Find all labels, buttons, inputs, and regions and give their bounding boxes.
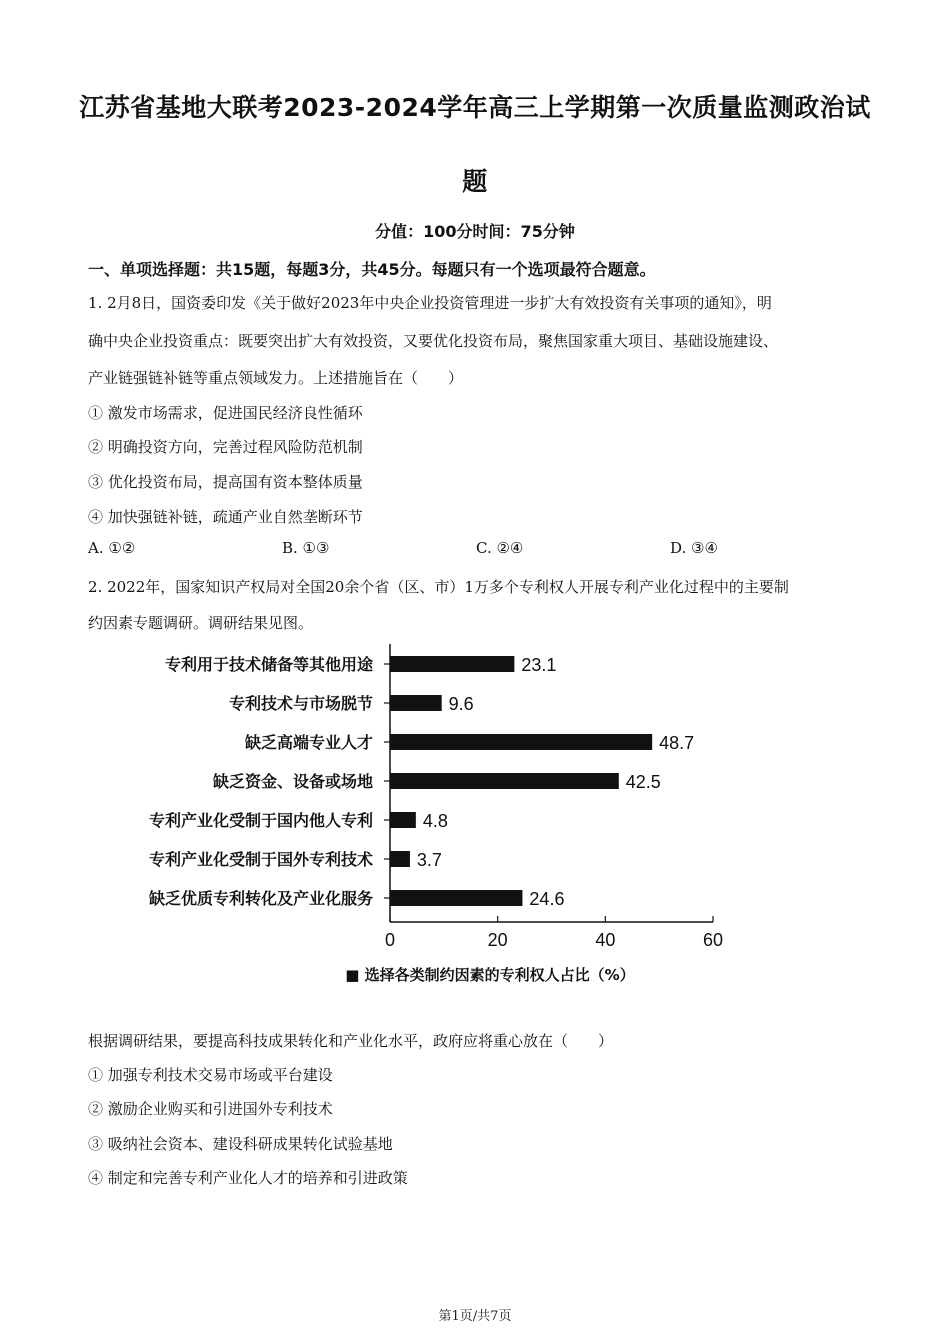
data-label: 42.5 [625, 772, 661, 792]
data-label: 4.8 [422, 811, 448, 831]
q1-stem-line: 确中央企业投资重点：既要突出扩大有效投资，又要优化投资布局，聚焦国家重大项目、基础设施建设、 [88, 332, 779, 350]
bar [390, 773, 619, 789]
category-label: 缺乏资金、设备或场地 [212, 772, 373, 791]
q1-statement: ③ 优化投资布局，提高国有资本整体质量 [88, 473, 363, 491]
x-tick-label: 20 [487, 930, 508, 950]
q2-question: 根据调研结果，要提高科技成果转化和产业化水平，政府应将重心放在（ ） [88, 1032, 614, 1050]
q1-stem-line: 1. 2月8日，国资委印发《关于做好2023年中央企业投资管理进一步扩大有效投资有关事项的通知》，明 [88, 294, 772, 312]
category-label: 专利产业化受制于国外专利技术 [148, 850, 373, 869]
data-label: 24.6 [529, 889, 565, 909]
q1-option-c[interactable]: C. ②④ [476, 539, 524, 557]
q1-stem-line: 产业链强链补链等重点领域发力。上述措施旨在（ ） [88, 369, 464, 387]
bar [390, 656, 514, 672]
x-tick-label: 60 [702, 930, 724, 950]
data-label: 23.1 [521, 655, 557, 675]
q1-statement: ① 激发市场需求，促进国民经济良性循环 [88, 404, 363, 422]
chart-legend: ■ 选择各类制约因素的专利权人占比（%） [345, 966, 635, 984]
q1-option-d[interactable]: D. ③④ [670, 539, 718, 557]
q2-statement: ② 激励企业购买和引进国外专利技术 [88, 1100, 333, 1118]
bar [390, 695, 442, 711]
q1-statement: ② 明确投资方向，完善过程风险防范机制 [88, 438, 363, 456]
exam-info: 分值：100分时间：75分钟 [375, 222, 575, 241]
section-heading: 一、单项选择题：共15题，每题3分，共45分。每题只有一个选项最符合题意。 [88, 260, 656, 279]
category-label: 专利技术与市场脱节 [228, 694, 373, 713]
page-number: 第1页/共7页 [438, 1309, 512, 1324]
bar [390, 890, 522, 906]
bar-chart [0, 640, 950, 995]
q1-option-b[interactable]: B. ①③ [282, 539, 330, 557]
page-title-line-2: 题 [462, 167, 488, 196]
category-label: 缺乏优质专利转化及产业化服务 [148, 889, 373, 908]
data-label: 48.7 [659, 733, 695, 753]
q2-statement: ④ 制定和完善专利产业化人才的培养和引进政策 [88, 1169, 408, 1187]
data-label: 3.7 [416, 850, 442, 870]
q1-option-a[interactable]: A. ①② [88, 539, 136, 557]
q2-statement: ③ 吸纳社会资本、建设科研成果转化试验基地 [88, 1135, 393, 1153]
q1-statement: ④ 加快强链补链，疏通产业自然垄断环节 [88, 508, 363, 526]
bar [390, 734, 652, 750]
x-tick-label: 40 [595, 930, 616, 950]
q2-stem-line: 约因素专题调研。调研结果见图。 [88, 614, 314, 632]
q2-stem-line: 2. 2022年，国家知识产权局对全国20余个省（区、市）1万多个专利权人开展专利产业化过程中的主要制 [88, 578, 789, 596]
category-label: 专利用于技术储备等其他用途 [164, 655, 373, 674]
category-label: 缺乏高端专业人才 [244, 733, 373, 752]
q2-statement: ① 加强专利技术交易市场或平台建设 [88, 1066, 333, 1084]
x-tick-label: 0 [384, 930, 396, 950]
bar [390, 851, 410, 867]
bar [390, 812, 416, 828]
page-title-line-1: 江苏省基地大联考2023-2024学年高三上学期第一次质量监测政治试 [79, 93, 871, 122]
data-label: 9.6 [448, 694, 474, 714]
category-label: 专利产业化受制于国内他人专利 [148, 811, 373, 830]
